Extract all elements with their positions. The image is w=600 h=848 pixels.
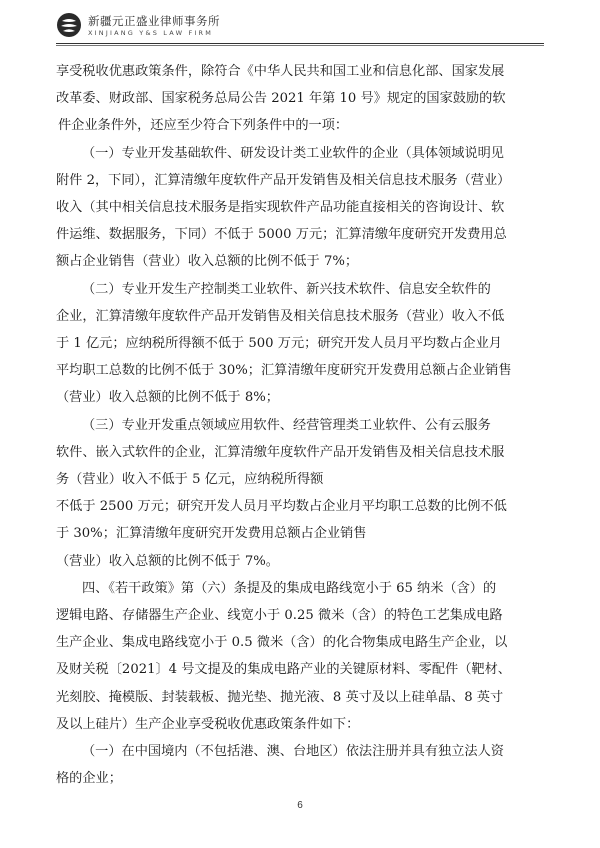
text-line: 平均职工总数的比例不低于 30%；汇算清缴年度研究开发费用总额占企业销售	[56, 363, 512, 379]
header-rule	[56, 43, 544, 44]
text-line: 务（营业）收入不低于 5 亿元，应纳税所得额	[56, 472, 324, 488]
text-line: 改革委、财政部、国家税务总局公告 2021 年第 10 号》规定的国家鼓励的软	[56, 91, 506, 107]
text-line: 软件、嵌入式软件的企业，汇算清缴年度软件产品开发销售及相关信息技术服	[56, 444, 505, 460]
text-line: 不低于 2500 万元；研究开发人员月平均数占企业月平均职工总数的比例不低	[56, 499, 507, 515]
text-line: （营业）收入总额的比例不低于 7%。	[56, 553, 279, 569]
text-line: （营业）收入总额的比例不低于 8%；	[56, 390, 279, 406]
header-rule-thin	[56, 45, 544, 46]
text-line: 及财关税〔2021〕4 号文提及的集成电路产业的关键原材料、零配件（靶材、	[56, 662, 511, 678]
firm-name-en: XINJIANG Y&S LAW FIRM	[88, 29, 214, 37]
text-line: 于 30%；汇算清缴年度研究开发费用总额占企业销售	[56, 526, 367, 542]
firm-logo-icon	[56, 12, 82, 38]
text-line: （三）专业开发重点领域应用软件、经营管理类工业软件、公有云服务	[82, 417, 491, 433]
text-line: 件运维、数据服务，下同）不低于 5000 万元；汇算清缴年度研究开发费用总	[56, 227, 507, 243]
text-line: 格的企业；	[56, 771, 122, 787]
text-line: 收入（其中相关信息技术服务是指实现软件产品功能直接相关的咨询设计、软	[56, 200, 505, 216]
text-line: （二）专业开发生产控制类工业软件、新兴技术软件、信息安全软件的	[82, 281, 491, 297]
document-body	[56, 58, 544, 792]
text-line: 企业，汇算清缴年度软件产品开发销售及相关信息技术服务（营业）收入不低	[56, 308, 505, 324]
firm-name-cn: 新疆元正盛业律师事务所	[88, 14, 220, 28]
text-line: 享受税收优惠政策条件，除符合《中华人民共和国工业和信息化部、国家发展	[56, 64, 505, 79]
text-line: （一）在中国境内（不包括港、澳、台地区）依法注册并具有独立法人资	[82, 744, 504, 760]
text-line: 附件 2，下同），汇算清缴年度软件产品开发销售及相关信息技术服务（营业）	[56, 172, 511, 188]
text-line: 逻辑电路、存储器生产企业、线宽小于 0.25 微米（含）的特色工艺集成电路	[56, 608, 503, 624]
text-line: 四、《若干政策》第（六）条提及的集成电路线宽小于 65 纳米（含）的	[82, 580, 497, 596]
text-line: （一）专业开发基础软件、研发设计类工业软件的企业（具体领域说明见	[82, 145, 504, 161]
text-line: 光刻胶、掩模版、封装载板、抛光垫、抛光液、8 英寸及以上硅单晶、8 英寸	[56, 689, 504, 705]
page-number: 6	[297, 800, 303, 811]
text-line: 于 1 亿元；应纳税所得额不低于 500 万元；研究开发人员月平均数占企业月	[56, 336, 502, 352]
text-line: 额占企业销售（营业）收入总额的比例不低于 7%；	[56, 254, 359, 270]
text-line: 及以上硅片）生产企业享受税收优惠政策条件如下：	[56, 716, 360, 732]
text-line: 生产企业、集成电路线宽小于 0.5 微米（含）的化合物集成电路生产企业，以	[56, 635, 508, 651]
text-line: 件企业条件外，还应至少符合下列条件中的一项：	[58, 118, 349, 134]
page-header	[56, 12, 546, 42]
